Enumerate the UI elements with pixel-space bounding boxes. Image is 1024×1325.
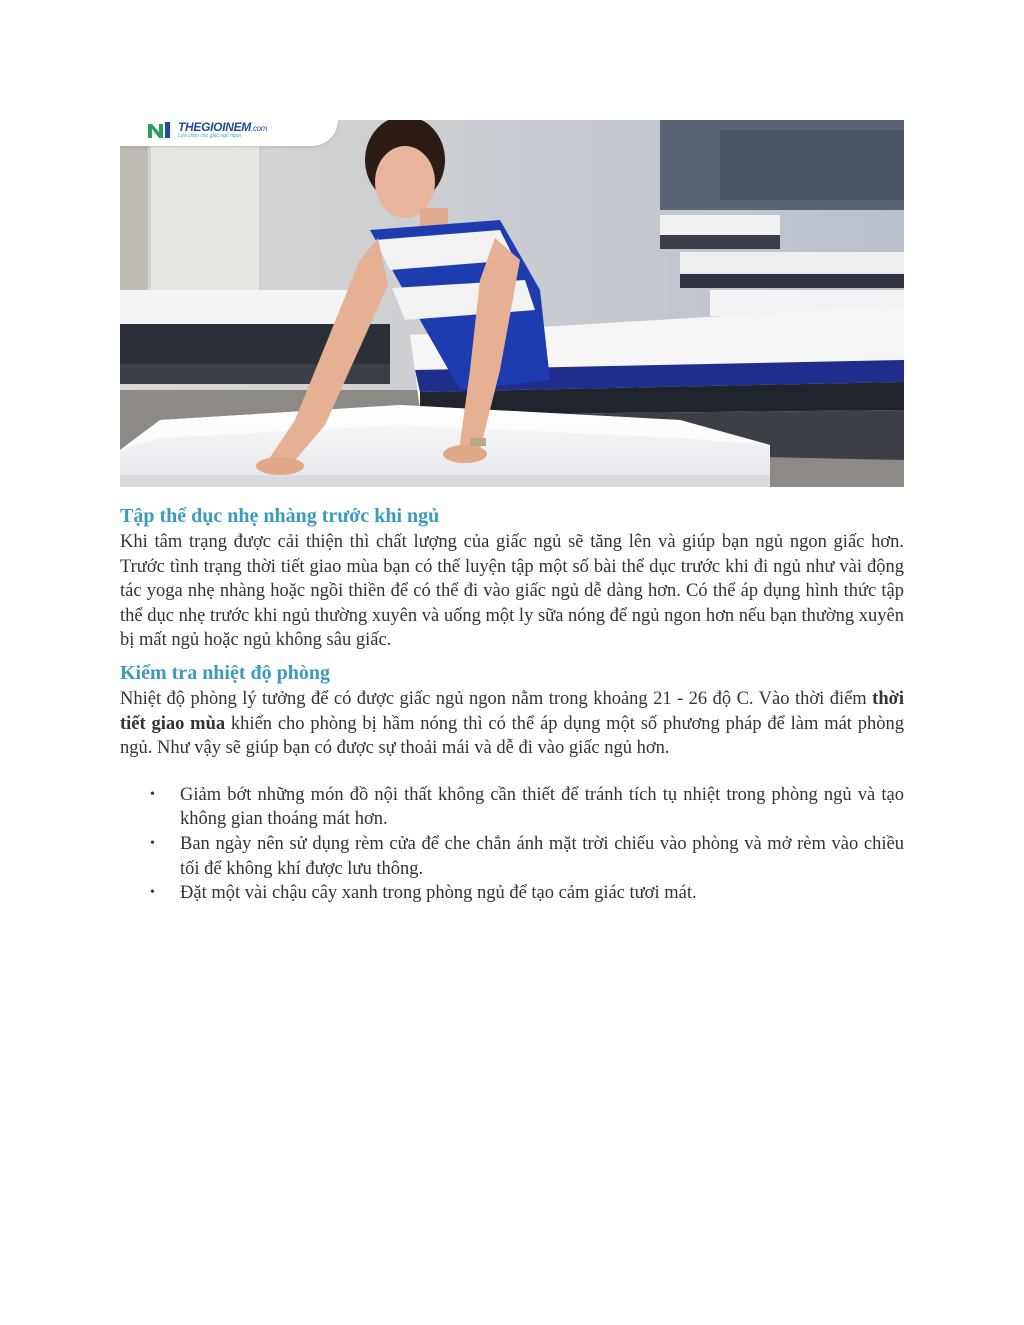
- section-title-exercise: Tập thể dục nhẹ nhàng trước khi ngủ: [120, 505, 440, 527]
- bullet-icon: •: [150, 786, 155, 802]
- brand-tagline: Lựa chọn cho giấc ngủ ngon: [178, 133, 242, 139]
- brand-logo: [120, 120, 338, 146]
- section-body-exercise: Khi tâm trạng được cải thiện thì chất lượng của giấc ngủ sẽ tăng lên và giúp bạn ngủ ngon giấc hơn. Trước tình trạng thời tiết giao mùa bạn có thể luyện tập một số bài thể dục trước khi đi ngủ như vài động tác yoga nhẹ nhàng hoặc ngồi thiền để có thể đi vào giấc ngủ dễ dàng hơn. Có thể áp dụng hình thức tập thể dục nhẹ trước khi ngủ thường xuyên và uống một ly sữa nóng để ngủ ngon hơn nếu bạn thường xuyên bị mất ngủ hoặc ngủ không sâu giấc.: [120, 532, 904, 651]
- brand-name: THEGIOINEM.com: [178, 120, 268, 134]
- list-item: • Đặt một vài chậu cây xanh trong phòng ngủ để tạo cảm giác tươi mát.: [180, 881, 904, 906]
- bold-phrase: thời tiết giao mùa: [120, 688, 904, 734]
- article-content: [120, 502, 904, 906]
- section-title-room-temperature: Kiểm tra nhiệt độ phòng: [120, 661, 331, 684]
- mattress-showroom-photo: [120, 120, 904, 487]
- list-item: • Ban ngày nên sử dụng rèm cửa để che chắn ánh mặt trời chiếu vào phòng và mở rèm vào chiều tối để không khí được lưu thông.: [150, 833, 904, 879]
- brand-mark-icon: [146, 120, 172, 140]
- bullet-icon: •: [150, 885, 155, 901]
- bullet-icon: •: [150, 835, 155, 851]
- list-item: • Giảm bớt những món đồ nội thất không cần thiết để tránh tích tụ nhiệt trong phòng ngủ và tạo không gian thoáng mát hơn.: [150, 784, 904, 830]
- tips-list: [120, 783, 904, 906]
- section-body-room-temperature: Nhiệt độ phòng lý tưởng để có được giấc ngủ ngon nằm trong khoảng 21 - 26 độ C. Vào thời điểm thời tiết giao mùa khiến cho phòng bị hầm nóng thì có thể áp dụng một số phương pháp để làm mát phòng ngủ. Như vậy sẽ giúp bạn có được sự thoải mái và dễ đi vào giấc ngủ hơn.: [120, 688, 904, 759]
